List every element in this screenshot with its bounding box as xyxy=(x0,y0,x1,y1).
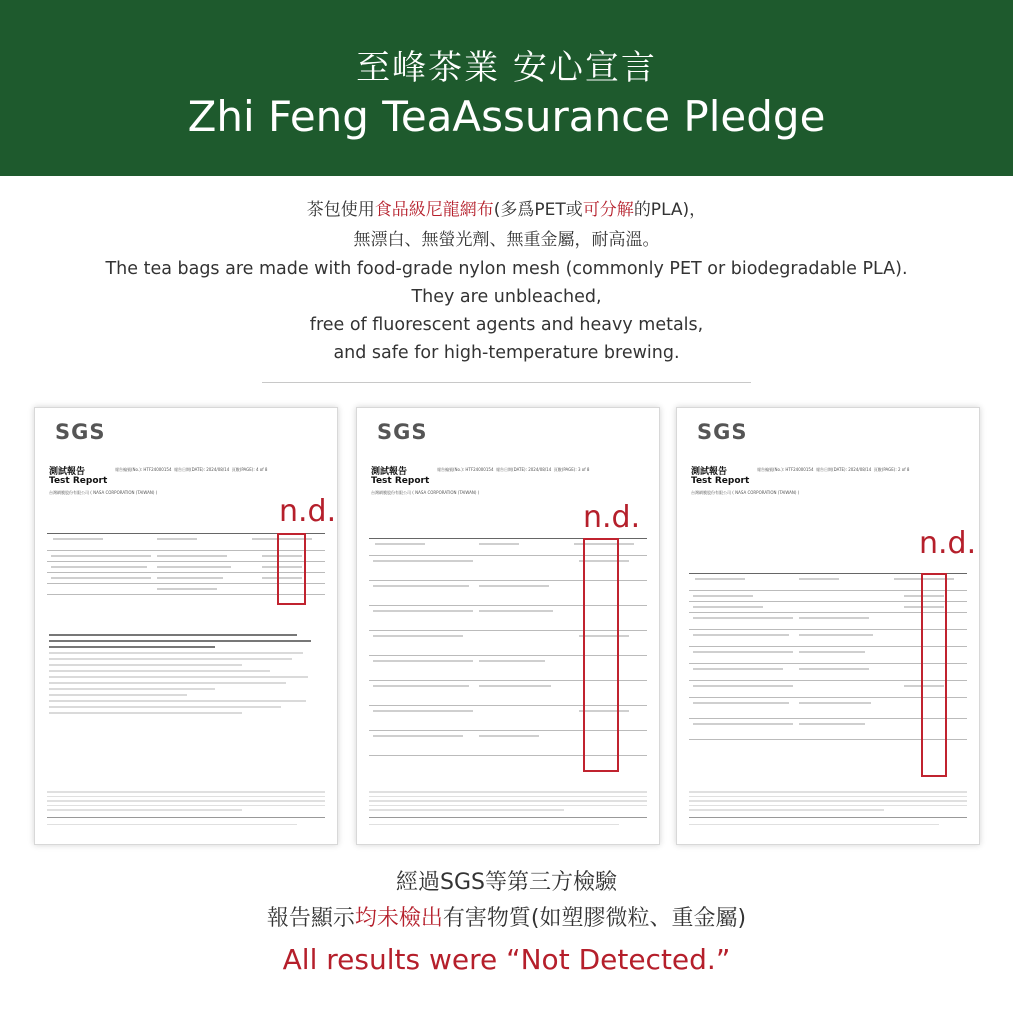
report-footer xyxy=(689,788,967,828)
sgs-logo: SGS xyxy=(377,420,428,444)
conclusion-seg: 有害物質(如塑膠微粒、重金屬) xyxy=(442,906,747,931)
report-date: 報告日期(DATE): 2024/08/14 xyxy=(496,467,552,472)
section-divider xyxy=(262,382,751,383)
report-number: 報告編號(No.): HTF24000154 xyxy=(437,467,494,472)
intro-text xyxy=(0,195,1013,367)
report-notes xyxy=(49,630,325,718)
report-title-en: Test Report xyxy=(49,476,108,486)
intro-en-line4: and safe for high-temperature brewing. xyxy=(333,343,680,363)
sgs-logo: SGS xyxy=(697,420,748,444)
result-highlight-box xyxy=(583,538,619,772)
sgs-logo: SGS xyxy=(55,420,106,444)
not-detected-label: n.d. xyxy=(919,526,977,561)
sgs-report-card xyxy=(676,407,980,845)
report-page: 頁數(PAGE): 4 of 8 xyxy=(231,467,268,472)
sgs-report-card xyxy=(34,407,338,845)
report-number: 報告編號(No.): HTF24000154 xyxy=(757,467,814,472)
intro-en-line1: The tea bags are made with food-grade nylon mesh (commonly PET or biodegradable PLA). xyxy=(105,259,908,279)
conclusion-seg: 報告顯示 xyxy=(266,906,355,931)
report-footer xyxy=(369,788,647,828)
conclusion-en: All results were “Not Detected.” xyxy=(282,943,731,976)
intro-zh-seg: 茶包使用 xyxy=(306,200,375,220)
report-meta xyxy=(757,467,909,473)
report-date: 報告日期(DATE): 2024/08/14 xyxy=(174,467,230,472)
report-client: 台灣網膜股份有限公司 ( NASA CORPORATION (TAIWAN) ) xyxy=(691,490,800,495)
report-meta xyxy=(437,467,589,473)
intro-zh-highlight-nylon: 食品級尼龍網布 xyxy=(374,200,494,220)
intro-zh-highlight-degradable: 可分解 xyxy=(582,200,634,220)
result-highlight-box xyxy=(921,573,947,777)
report-page: 頁數(PAGE): 2 of 8 xyxy=(873,467,910,472)
intro-en-line3: free of fluorescent agents and heavy metals, xyxy=(309,315,704,335)
intro-zh-seg: (多爲PET或 xyxy=(493,200,583,220)
conclusion-zh-line2 xyxy=(0,901,1013,937)
intro-zh-line1 xyxy=(0,195,1013,225)
conclusion-highlight: 均未檢出 xyxy=(354,906,443,931)
title-en: Zhi Feng TeaAssurance Pledge xyxy=(187,92,826,141)
report-title-zh: 測試報告 xyxy=(691,467,728,477)
intro-zh-seg: 的PLA)， xyxy=(633,200,707,220)
report-title-en: Test Report xyxy=(691,476,750,486)
report-date: 報告日期(DATE): 2024/08/14 xyxy=(816,467,872,472)
header-banner xyxy=(0,0,1013,176)
intro-en-line2: They are unbleached, xyxy=(411,287,602,307)
result-highlight-box xyxy=(277,533,306,605)
not-detected-label: n.d. xyxy=(583,500,641,535)
conclusion-text xyxy=(0,865,1013,983)
report-footer xyxy=(47,788,325,828)
conclusion-zh-line1: 經過SGS等第三方檢驗 xyxy=(396,870,617,895)
intro-zh-line2: 無漂白、無螢光劑、無重金屬，耐高溫。 xyxy=(353,230,660,250)
sgs-report-card xyxy=(356,407,660,845)
report-page: 頁數(PAGE): 3 of 8 xyxy=(553,467,590,472)
report-title-zh: 測試報告 xyxy=(49,467,86,477)
report-number: 報告編號(No.): HTF24000154 xyxy=(115,467,172,472)
title-zh: 至峰茶業 安心宣言 xyxy=(356,48,657,88)
not-detected-label: n.d. xyxy=(279,494,337,529)
report-title-en: Test Report xyxy=(371,476,430,486)
report-client: 台灣網膜股份有限公司 ( NASA CORPORATION (TAIWAN) ) xyxy=(371,490,480,495)
report-title-zh: 測試報告 xyxy=(371,467,408,477)
report-meta xyxy=(115,467,267,473)
report-client: 台灣網膜股份有限公司 ( NASA CORPORATION (TAIWAN) ) xyxy=(49,490,158,495)
